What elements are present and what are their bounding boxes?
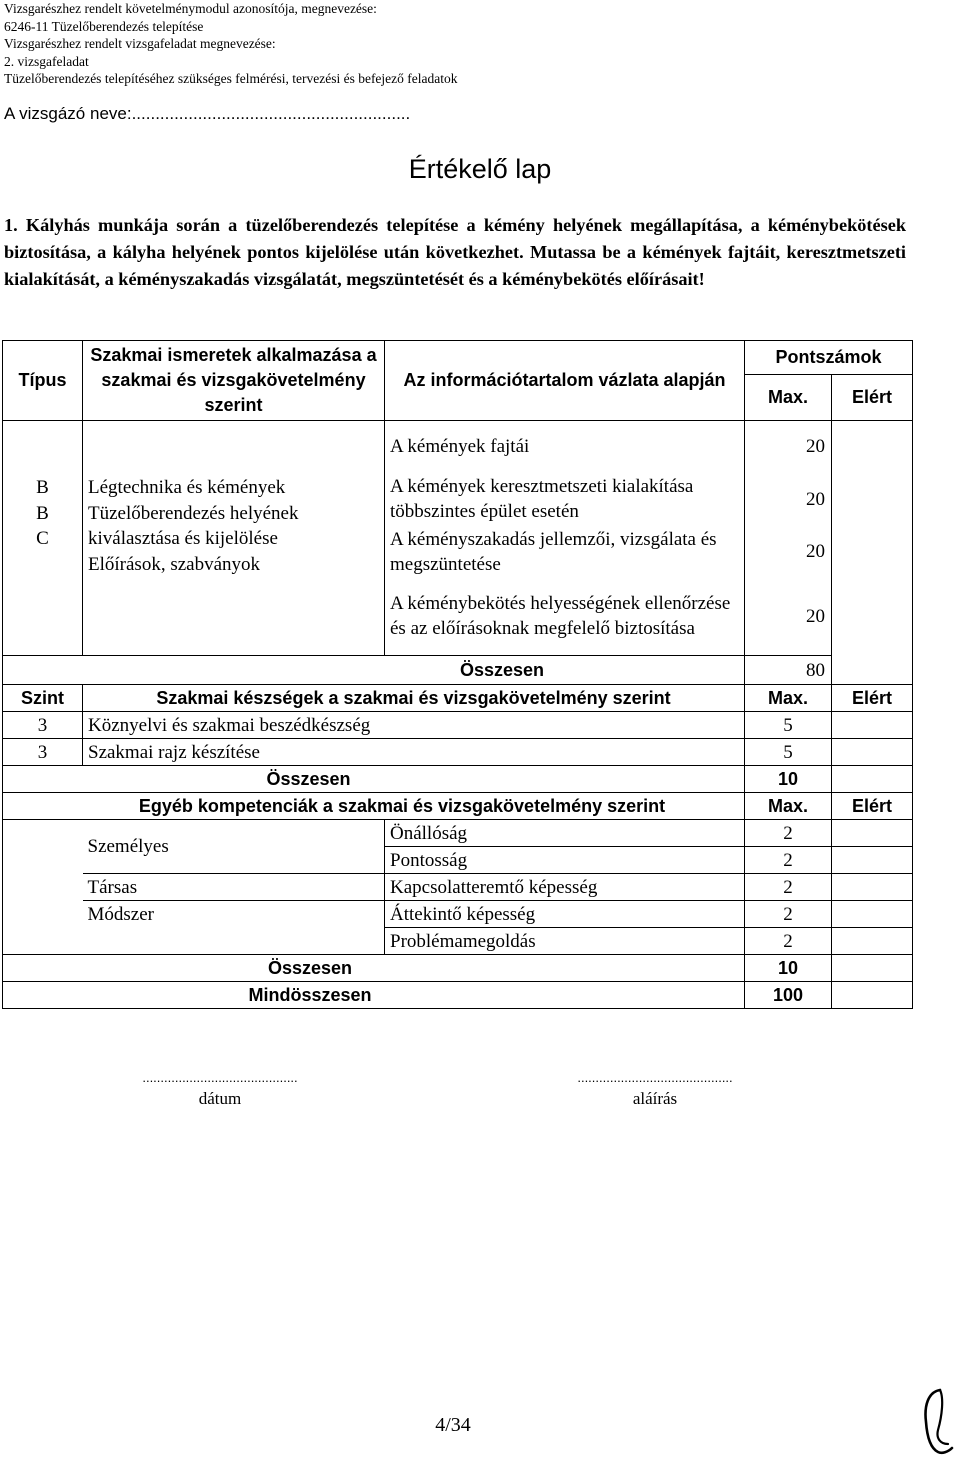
blank-cell xyxy=(3,847,83,874)
skills-header: Szakmai készségek a szakmai és vizsgakövetelmény szerint xyxy=(83,685,745,712)
evaluation-table xyxy=(2,340,913,1009)
max-header: Max. xyxy=(745,793,832,820)
skill-item: Köznyelvi és szakmai beszédkészség xyxy=(83,712,745,739)
total-max: 10 xyxy=(745,766,832,793)
max-value: 20 xyxy=(745,526,832,578)
knowledge-header: Szakmai ismeretek alkalmazása a szakmai és vizsgakövetelmény szerint xyxy=(83,341,385,421)
total-max: 80 xyxy=(745,656,832,685)
knowledge-cell xyxy=(83,421,385,656)
level-header: Szint xyxy=(3,685,83,712)
max-value: 2 xyxy=(745,901,832,928)
achieved-cell xyxy=(832,712,913,739)
achieved-cell xyxy=(832,820,913,847)
achieved-cell xyxy=(832,982,913,1009)
skill-item: Szakmai rajz készítése xyxy=(83,739,745,766)
type-value: B xyxy=(36,477,49,498)
achieved-cell xyxy=(832,766,913,793)
date-signature-block xyxy=(85,1070,355,1109)
outline-row: A kémények fajtái xyxy=(385,421,745,473)
type-value: B xyxy=(36,502,49,524)
outline-row: A kémények keresztmetszeti kialakítása többszintes épület esetén xyxy=(385,473,745,526)
competence-item: Kapcsolatteremtő képesség xyxy=(385,874,745,901)
group-social: Társas xyxy=(83,874,385,901)
competence-item: Problémamegoldás xyxy=(385,928,745,955)
max-value: 20 xyxy=(745,473,832,526)
knowledge-item: Előírások, szabványok xyxy=(88,553,261,575)
signature-label: aláírás xyxy=(632,1089,678,1108)
competence-item: Áttekintő képesség xyxy=(385,901,745,928)
competence-item: Önállóság xyxy=(385,820,745,847)
max-value: 2 xyxy=(745,874,832,901)
level-value: 3 xyxy=(3,739,83,766)
grand-total-max: 100 xyxy=(745,982,832,1009)
outline-row: A kéményszakadás jellemzői, vizsgálata és megszüntetése xyxy=(385,526,745,578)
max-value: 5 xyxy=(745,739,832,766)
outline-row: A kéménybekötés helyességének ellenőrzése és az előírásoknak megfelelő biztosítása xyxy=(385,578,745,656)
achieved-header: Elért xyxy=(832,375,913,421)
total-label: Összesen xyxy=(3,656,745,685)
header-line: 2. vizsgafeladat xyxy=(4,53,89,69)
achieved-cell xyxy=(832,928,913,955)
max-value: 5 xyxy=(745,712,832,739)
type-value: C xyxy=(36,528,49,549)
group-method: Módszer xyxy=(83,901,385,955)
header-line: Vizsgarészhez rendelt vizsgafeladat megnevezése: xyxy=(4,36,276,52)
document-header xyxy=(4,0,458,88)
header-line: Tüzelőberendezés telepítéséhez szükséges felmérési, tervezési és befejező feladatok xyxy=(4,71,458,87)
type-header: Típus xyxy=(3,341,83,421)
total-label: Összesen xyxy=(3,766,745,793)
blank-cell xyxy=(3,901,83,928)
task-description: 1. Kályhás munkája során a tüzelőberendezés telepítése a kémény helyének megállapítása, a kéménybekötések biztosítása, a kályha helyének pontos kijelölése után következhet. Mutassa be a kémények fajtáit, keresztmetszeti kialakítását, a kéményszakadás vizsgálatát, megszüntetését és a kéménybekötés előírásait! xyxy=(4,215,906,289)
page-title: Értékelő lap xyxy=(408,154,552,184)
signature-block xyxy=(520,1070,790,1109)
group-personal: Személyes xyxy=(83,820,385,874)
max-value: 20 xyxy=(745,421,832,473)
header-line: Vizsgarészhez rendelt követelménymodul azonosítója, megnevezése: xyxy=(4,1,377,16)
date-dots: ........................................... xyxy=(142,1070,298,1085)
max-header: Max. xyxy=(745,685,832,712)
page-number: 4/34 xyxy=(435,1414,471,1436)
achieved-cell xyxy=(832,421,913,685)
max-value: 2 xyxy=(745,928,832,955)
blank-cell xyxy=(3,820,83,847)
level-value: 3 xyxy=(3,712,83,739)
max-value: 20 xyxy=(745,578,832,656)
competence-item: Pontosság xyxy=(385,847,745,874)
blank-cell xyxy=(3,928,83,955)
max-value: 2 xyxy=(745,820,832,847)
achieved-cell xyxy=(832,847,913,874)
examinee-name-field: A vizsgázó neve:........................................................... xyxy=(4,104,411,123)
competences-header: Egyéb kompetenciák a szakmai és vizsgakövetelmény szerint xyxy=(3,793,745,820)
knowledge-item: Tüzelőberendezés helyének kiválasztása és kijelölése xyxy=(88,502,299,549)
max-header: Max. xyxy=(745,375,832,421)
total-label: Összesen xyxy=(3,955,745,982)
achieved-cell xyxy=(832,874,913,901)
max-value: 2 xyxy=(745,847,832,874)
achieved-header: Elért xyxy=(832,685,913,712)
handwritten-initials-icon xyxy=(918,1386,958,1456)
date-label: dátum xyxy=(198,1089,242,1108)
outline-header: Az információtartalom vázlata alapján xyxy=(385,341,745,421)
blank-cell xyxy=(3,874,83,901)
achieved-header: Elért xyxy=(832,793,913,820)
achieved-cell xyxy=(832,739,913,766)
signature-dots: ........................................... xyxy=(577,1070,733,1085)
total-max: 10 xyxy=(745,955,832,982)
achieved-cell xyxy=(832,955,913,982)
type-cell xyxy=(3,421,83,656)
points-header: Pontszámok xyxy=(745,341,913,375)
achieved-cell xyxy=(832,901,913,928)
header-line: 6246-11 Tüzelőberendezés telepítése xyxy=(4,18,204,34)
grand-total-label: Mindösszesen xyxy=(3,982,745,1009)
knowledge-item: Légtechnika és kémények xyxy=(88,477,286,498)
